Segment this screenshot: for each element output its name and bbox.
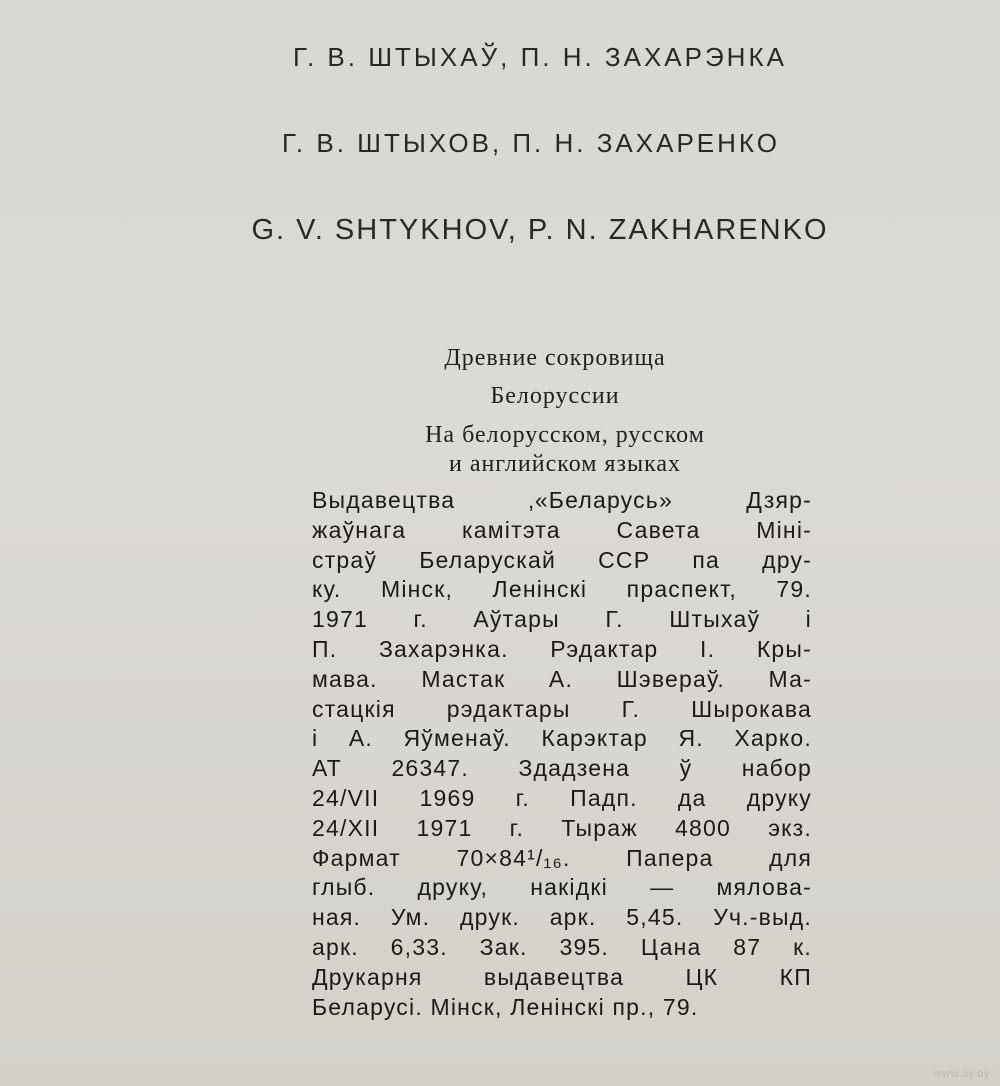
imprint-line: і А. Яўменаў. Карэктар Я. Харко. [312,725,812,752]
imprint-line: мава. Мастак А. Шэвераў. Ма- [312,665,812,692]
imprint-line: глыб. друку, накідкі — мялова- [312,874,812,901]
imprint-line: ку. Мінск, Ленінскі праспект, 79. [312,576,812,603]
authors-english: G. V. SHTYKHOV, P. N. ZAKHARENKO [251,214,829,246]
imprint-line: страў Беларускай ССР па дру- [312,546,812,573]
imprint-line: жаўнага камітэта Савета Міні- [312,516,812,543]
imprint-line: АТ 26347. Здадзена ў набор [312,755,812,782]
imprint-line: 24/VII 1969 г. Падп. да друку [312,784,812,811]
imprint-line: Выдавецтва ‚«Беларусь» Дзяр- [312,487,812,513]
imprint-line: арк. 6,33. Зак. 395. Цана 87 к. [312,933,812,960]
imprint-line: Фармат 70×84¹/₁₆. Папера для [312,844,812,871]
imprint-line: стацкія рэдактары Г. Шырокава [312,695,812,722]
authors-belarusian: Г. В. ШТЫХАЎ, П. Н. ЗАХАРЭНКА [293,42,787,72]
imprint-line: П. Захарэнка. Рэдактар І. Кры- [312,635,812,662]
languages-line-1: На белорусском, русском [425,422,705,448]
imprint-line: Беларусі. Мінск, Ленінскі пр., 79. [312,993,699,1020]
book-title-line-2: Белоруссии [490,383,620,409]
imprint-line: 1971 г. Аўтары Г. Штыхаў і [312,606,812,633]
imprint-line: ная. Ум. друк. арк. 5,45. Уч.-выд. [312,904,812,931]
book-title-line-1: Древние сокровища [444,345,666,371]
imprint-line: Друкарня выдавецтва ЦК КП [312,963,812,990]
languages-line-2: и английском языках [448,451,682,477]
watermark: www.ay.by [933,1068,990,1080]
imprint-line: 24/XII 1971 г. Тыраж 4800 экз. [312,814,812,841]
authors-russian: Г. В. ШТЫХОВ, П. Н. ЗАХАРЕНКО [282,128,780,158]
imprint-block [312,486,832,1022]
